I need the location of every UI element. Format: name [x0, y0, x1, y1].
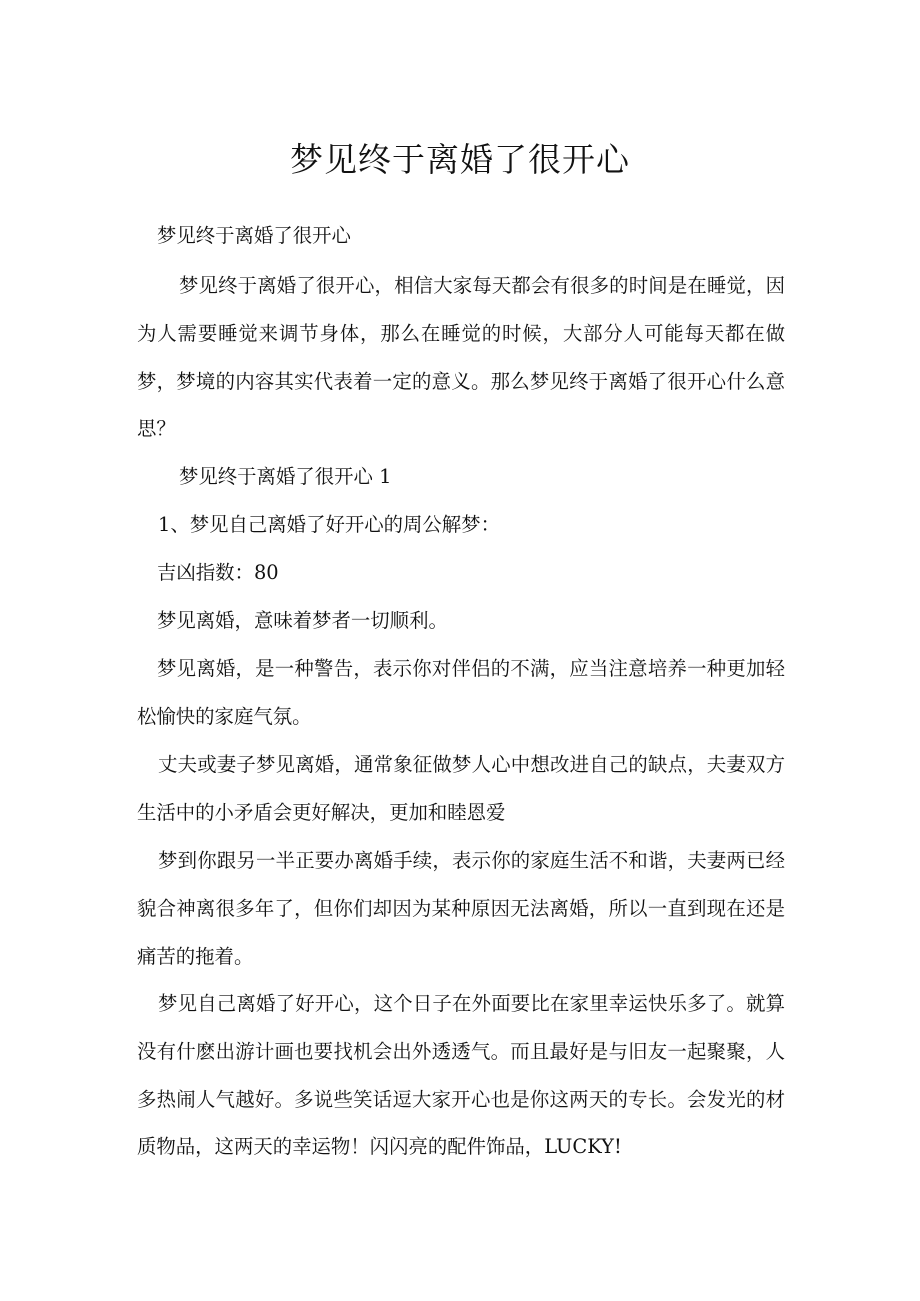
- list-item-1: 1、梦见自己离婚了好开心的周公解梦：: [158, 513, 500, 536]
- document-title: 梦见终于离婚了很开心: [290, 140, 630, 179]
- paragraph-5: 梦见自己离婚了好开心，这个日子在外面要比在家里幸运快乐多了。就算没有什麽出游计画也要找机会出外透透气。而且最好是与旧友一起聚聚，人多热闹人气越好。多说些笑话逗大家开心也是你这两天的专长。会发光的材质物品，这两天的幸运物！闪闪亮的配件饰品，LUCKY!: [137, 992, 785, 1159]
- subtitle: 梦见终于离婚了很开心: [157, 224, 351, 247]
- fortune-index: 吉凶指数：80: [157, 561, 279, 584]
- intro-paragraph: 梦见终于离婚了很开心，相信大家每天都会有很多的时间是在睡觉，因为人需要睡觉来调节身体，那么在睡觉的时候，大部分人可能每天都在做梦，梦境的内容其实代表着一定的意义。那么梦见终于离婚了很开心什么意思？: [137, 274, 785, 441]
- paragraph-1: 梦见离婚，意味着梦者一切顺利。: [157, 609, 448, 632]
- paragraph-4: 梦到你跟另一半正要办离婚手续，表示你的家庭生活不和谐，夫妻两已经貌合神离很多年了，但你们却因为某种原因无法离婚，所以一直到现在还是痛苦的拖着。: [137, 849, 785, 968]
- section-heading: 梦见终于离婚了很开心 1: [179, 465, 392, 488]
- paragraph-2: 梦见离婚，是一种警告，表示你对伴侣的不满，应当注意培养一种更加轻松愉快的家庭气氛。: [137, 657, 785, 728]
- paragraph-3: 丈夫或妻子梦见离婚，通常象征做梦人心中想改进自己的缺点，夫妻双方生活中的小矛盾会更好解决，更加和睦恩爱: [137, 753, 785, 824]
